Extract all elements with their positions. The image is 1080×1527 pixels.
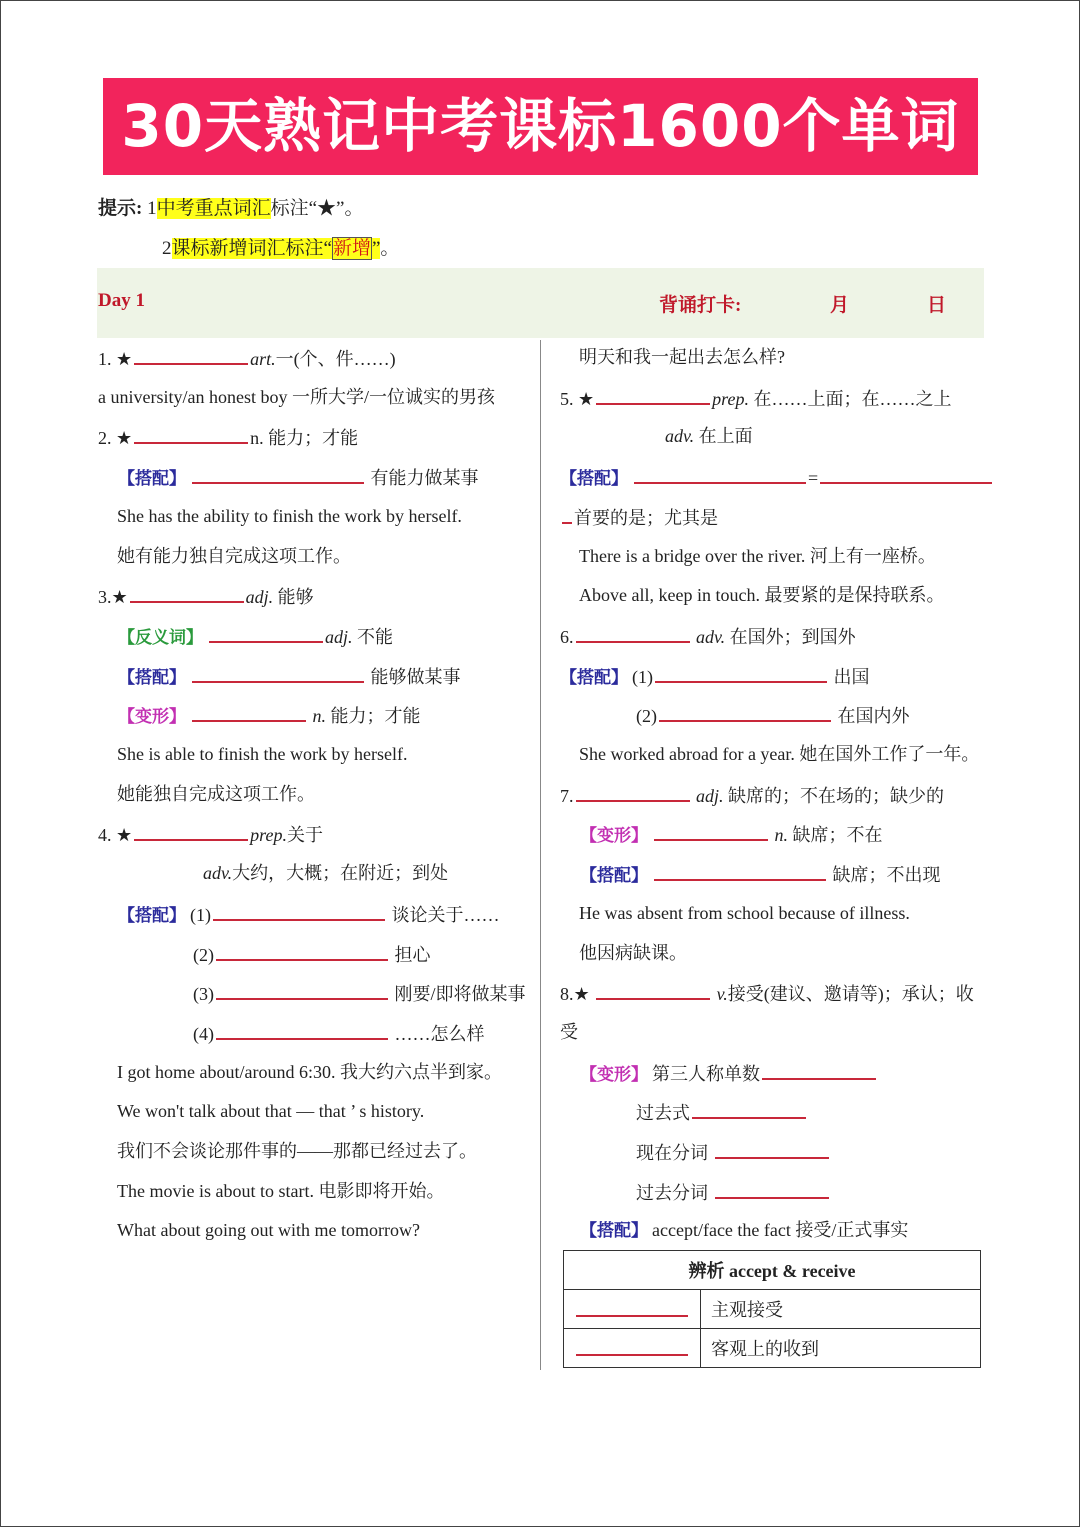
day-of-month-label: 日 [927, 295, 947, 316]
entry-line [560, 1020, 578, 1044]
fill-blank[interactable] [130, 583, 244, 603]
entry-text: She is able to finish the work by herself. [117, 744, 408, 764]
entry-text: 现在分词 [636, 1143, 713, 1163]
entry-text: 2. ★ [98, 428, 133, 449]
table-cell: 客观上的收到 [701, 1329, 981, 1368]
part-of-speech: prep. [250, 825, 287, 846]
entry-line [560, 663, 870, 690]
day-label: Day 1 [98, 290, 145, 311]
hint-punct: 。 [344, 198, 364, 219]
fill-blank[interactable] [715, 1139, 829, 1159]
table-row [564, 1329, 981, 1368]
fill-blank[interactable] [596, 385, 710, 405]
entry-line [98, 583, 314, 609]
entry-line [579, 941, 687, 965]
category-tag: 【搭配】 [118, 469, 186, 490]
fill-blank[interactable] [134, 424, 248, 444]
entry-text: What about going out with me tomorrow? [117, 1220, 420, 1241]
fill-blank[interactable] [192, 663, 364, 683]
entry-text: 4. ★ [98, 825, 133, 846]
entry-text: 能够 [273, 587, 314, 608]
part-of-speech: art. [250, 349, 276, 369]
fill-blank[interactable] [654, 821, 768, 841]
entry-line [98, 345, 396, 371]
entry-line [117, 544, 351, 568]
fill-blank[interactable] [216, 941, 388, 961]
category-tag: 【搭配】 [580, 866, 648, 887]
entry-text: 过去分词 [636, 1182, 713, 1203]
entry-text: 8.★ [560, 984, 595, 1005]
entry-text: = [808, 468, 819, 489]
entry-line [118, 702, 421, 729]
entry-line [118, 663, 461, 690]
part-of-speech: adj. [691, 785, 724, 806]
entry-line [560, 504, 718, 530]
entry-line [98, 385, 495, 409]
entry-line [560, 385, 951, 411]
fill-blank[interactable] [655, 663, 827, 683]
fill-blank[interactable] [576, 1297, 688, 1317]
entry-text: Above all, keep in touch. 最要紧的是保持联系。 [579, 585, 945, 606]
entry-line [560, 464, 994, 491]
fill-blank[interactable] [216, 980, 388, 1000]
entry-line [580, 861, 941, 888]
entry-text: 缺席的；不在场的；缺少的 [723, 785, 945, 806]
highlight: 中考重点词汇 [156, 198, 271, 219]
fill-blank[interactable] [209, 623, 323, 643]
entry-text: (1) [632, 666, 653, 687]
entry-line [118, 901, 500, 928]
checkin-label: 背诵打卡: [659, 295, 742, 316]
entry-text: 明天和我一起出去怎么样? [579, 347, 785, 367]
fill-blank[interactable] [659, 702, 831, 722]
part-of-speech: n. [308, 706, 326, 727]
entry-text: 7. [560, 785, 574, 806]
entry-text: 有能力做某事 [366, 468, 479, 489]
category-tag: 【搭配】 [560, 469, 628, 490]
entry-text: 我们不会谈论那件事的——那都已经过去了。 [117, 1141, 477, 1161]
entry-text: 5. ★ [560, 388, 595, 409]
entry-text: 过去式 [636, 1103, 690, 1124]
entry-text: 能够做某事 [366, 666, 461, 687]
entry-text: 第三人称单数 [652, 1063, 760, 1084]
fill-blank[interactable] [134, 821, 248, 841]
entry-text: 不能 [352, 626, 394, 647]
fill-blank[interactable] [576, 782, 690, 802]
entry-line [580, 821, 883, 848]
fill-blank[interactable] [692, 1099, 806, 1119]
fill-blank[interactable] [192, 702, 306, 722]
entry-text: 在国外；到国外 [725, 626, 856, 647]
fill-blank[interactable] [134, 345, 248, 365]
entry-text: 一(个、件……) [275, 349, 396, 369]
category-tag: 【变形】 [580, 826, 648, 847]
entry-line [636, 1179, 831, 1205]
entry-text: 1. ★ [98, 349, 133, 369]
entry-line [117, 1179, 444, 1203]
fill-blank[interactable] [192, 464, 364, 484]
category-tag: 【搭配】 [118, 905, 186, 926]
part-of-speech: n. [770, 825, 788, 846]
comparison-table [563, 1250, 981, 1368]
entry-line [579, 742, 979, 766]
entry-text: 关于 [286, 825, 323, 846]
entry-line [118, 464, 479, 491]
entry-line [560, 623, 856, 649]
entry-text: She has the ability to finish the work by herself. [117, 505, 462, 526]
hint-punct: 。 [380, 238, 400, 259]
entry-line [193, 980, 526, 1006]
fill-blank[interactable] [820, 464, 992, 484]
hint-text: 课标新增词汇标注“ [171, 238, 332, 259]
month-label: 月 [830, 295, 850, 316]
entry-line [117, 1060, 502, 1084]
part-of-speech: adv. [691, 626, 726, 647]
fill-blank[interactable] [596, 980, 710, 1000]
highlight [172, 238, 381, 259]
entry-text: 出国 [829, 666, 870, 687]
column-divider [540, 340, 541, 1370]
entry-line [579, 345, 785, 369]
entry-text: 6. [560, 626, 574, 647]
category-tag: 【搭配】 [118, 667, 186, 688]
entry-text: (3) [193, 984, 214, 1005]
entry-line [117, 1218, 420, 1242]
fill-blank[interactable] [216, 1020, 388, 1040]
entry-text: She worked abroad for a year. 她在国外工作了一年。 [579, 744, 980, 764]
entry-text: 缺席；不在 [788, 825, 883, 846]
entry-text: 缺席；不出现 [828, 865, 941, 886]
entry-line [118, 623, 393, 650]
fill-blank[interactable] [562, 504, 572, 524]
title-banner: 30天熟记中考课标1600个单词 [103, 78, 978, 175]
fill-blank[interactable] [576, 1336, 688, 1356]
entry-text: There is a bridge over the river. 河上有一座桥。 [579, 545, 936, 566]
entry-line [117, 782, 315, 806]
entry-text: 首要的是；尤其是 [574, 507, 718, 528]
entry-text: (4) [193, 1023, 214, 1044]
entry-text: (1) [190, 904, 211, 925]
entry-text: 在上面 [694, 426, 753, 447]
category-tag: 【搭配】 [580, 1221, 648, 1242]
part-of-speech: v. [712, 984, 728, 1005]
entry-text: 能力；才能 [326, 706, 421, 727]
entry-text: 大约，大概；在附近；到处 [232, 863, 449, 884]
entry-line [203, 861, 448, 885]
entry-text: 她有能力独自完成这项工作。 [117, 545, 351, 566]
entry-line [636, 702, 910, 728]
part-of-speech: adj. [325, 626, 353, 647]
entry-text: 他因病缺课。 [579, 942, 687, 963]
hint-number: 1 [147, 198, 157, 219]
entry-text: 刚要/即将做某事 [390, 984, 526, 1005]
hint-text: 标注“★” [270, 198, 345, 219]
part-of-speech: adj. [245, 587, 274, 608]
entry-line [560, 980, 974, 1006]
table-row [564, 1290, 981, 1329]
entry-text: 受 [560, 1021, 578, 1042]
part-of-speech: adv. [665, 426, 695, 447]
entry-text: 3.★ [98, 587, 128, 608]
fill-blank[interactable] [762, 1060, 876, 1080]
entry-line [579, 544, 936, 568]
day-header [97, 268, 984, 338]
fill-blank[interactable] [576, 623, 690, 643]
entry-line [98, 821, 323, 847]
fill-blank[interactable] [634, 464, 806, 484]
entry-text: 担心 [390, 944, 431, 965]
hint-line-1 [98, 193, 363, 220]
entry-line [193, 941, 431, 967]
entry-line [193, 1020, 485, 1046]
entry-line [560, 782, 944, 808]
entry-text: He was absent from school because of illness. [579, 902, 910, 923]
entry-text: (2) [636, 706, 657, 727]
entry-text: ……怎么样 [390, 1023, 485, 1044]
new-badge: 新增 [332, 238, 371, 259]
entry-text: The movie is about to start. 电影即将开始。 [117, 1180, 445, 1201]
part-of-speech: prep. [712, 388, 749, 409]
entry-line [117, 742, 407, 766]
hint-line-2 [162, 233, 399, 260]
category-tag: 【变形】 [118, 707, 186, 728]
entry-line [636, 1099, 808, 1125]
entry-line [636, 1139, 831, 1165]
part-of-speech: adv. [203, 863, 233, 884]
fill-blank[interactable] [213, 901, 385, 921]
entry-text: 在国内外 [833, 706, 910, 727]
entry-text: 在……上面；在……之上 [748, 388, 952, 409]
hint-quote: ” [371, 238, 381, 259]
entry-text: (2) [193, 944, 214, 965]
entry-line [579, 583, 944, 607]
hint-number: 2 [162, 238, 172, 259]
fill-blank[interactable] [654, 861, 826, 881]
entry-line [580, 1218, 908, 1243]
entry-text: 谈论关于…… [387, 904, 500, 925]
hint-label: 提示: [98, 198, 143, 219]
entry-line [579, 901, 910, 925]
entry-text: a university/an honest boy 一所大学/一位诚实的男孩 [98, 386, 495, 407]
entry-line [665, 424, 753, 448]
entry-text: accept/face the fact 接受/正式事实 [652, 1220, 909, 1241]
entry-text: We won't talk about that — that ’ s history. [117, 1101, 425, 1122]
category-tag: 【变形】 [580, 1064, 648, 1085]
entry-line [580, 1060, 878, 1087]
entry-text: I got home about/around 6:30. 我大约六点半到家。 [117, 1061, 502, 1082]
entry-text: 她能独自完成这项工作。 [117, 783, 315, 804]
entry-line [117, 504, 462, 528]
category-tag: 【反义词】 [118, 627, 203, 648]
entry-text: n. 能力；才能 [250, 428, 359, 449]
entry-line [117, 1099, 424, 1123]
entry-text: 接受(建议、邀请等)；承认；收 [727, 984, 974, 1005]
entry-line [117, 1139, 477, 1163]
category-tag: 【搭配】 [560, 667, 628, 688]
entry-line [98, 424, 358, 450]
table-header: 辨析 accept & receive [564, 1251, 981, 1290]
table-cell: 主观接受 [701, 1290, 981, 1329]
fill-blank[interactable] [715, 1179, 829, 1199]
